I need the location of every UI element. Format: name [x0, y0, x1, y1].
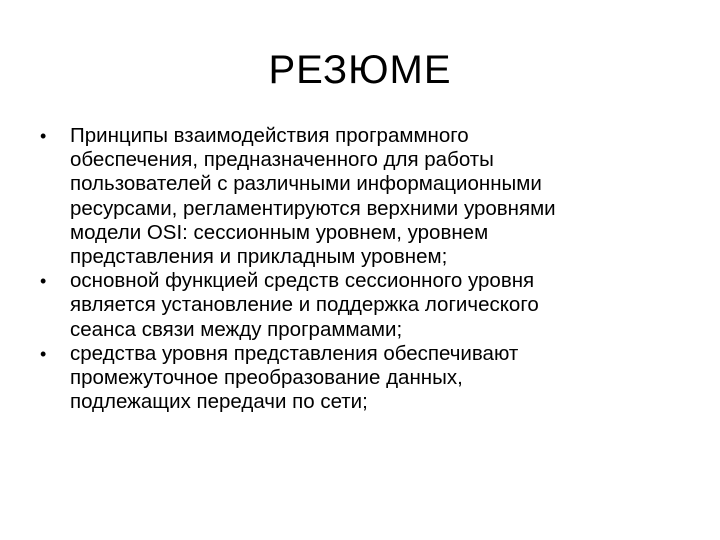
- bullet-list: [36, 124, 686, 414]
- bullet-text: [70, 124, 556, 268]
- bullet-line: средства уровня представления обеспечивают: [70, 341, 519, 365]
- bullet-item: [36, 342, 686, 415]
- bullet-line: промежуточное преобразование данных,: [70, 366, 463, 390]
- bullet-text: [70, 269, 539, 340]
- bullet-item: [36, 124, 686, 269]
- bullet-line: основной функцией средств сессионного уровня: [70, 269, 535, 293]
- bullet-line: ресурсами, регламентируются верхними уровнями: [70, 196, 556, 220]
- bullet-marker: •: [40, 271, 47, 292]
- bullet-line: пользователей с различными информационными: [70, 172, 542, 196]
- bullet-marker: •: [40, 126, 47, 146]
- bullet-marker: •: [40, 343, 47, 364]
- bullet-line: сеанса связи между программами;: [70, 317, 403, 341]
- bullet-item: [36, 269, 686, 342]
- bullet-line: Принципы взаимодействия программного: [70, 124, 469, 147]
- bullet-line: является установление и поддержка логического: [70, 293, 539, 317]
- bullet-line: обеспечения, предназначенного для работы: [70, 148, 494, 172]
- bullet-line: представления и прикладным уровнем;: [70, 245, 448, 269]
- bullet-line: подлежащих передачи по сети;: [70, 390, 368, 414]
- bullet-line: модели OSI: сессионным уровнем, уровнем: [70, 220, 489, 244]
- slide-title: РЕЗЮМЕ: [268, 48, 452, 92]
- bullet-text: [70, 342, 518, 413]
